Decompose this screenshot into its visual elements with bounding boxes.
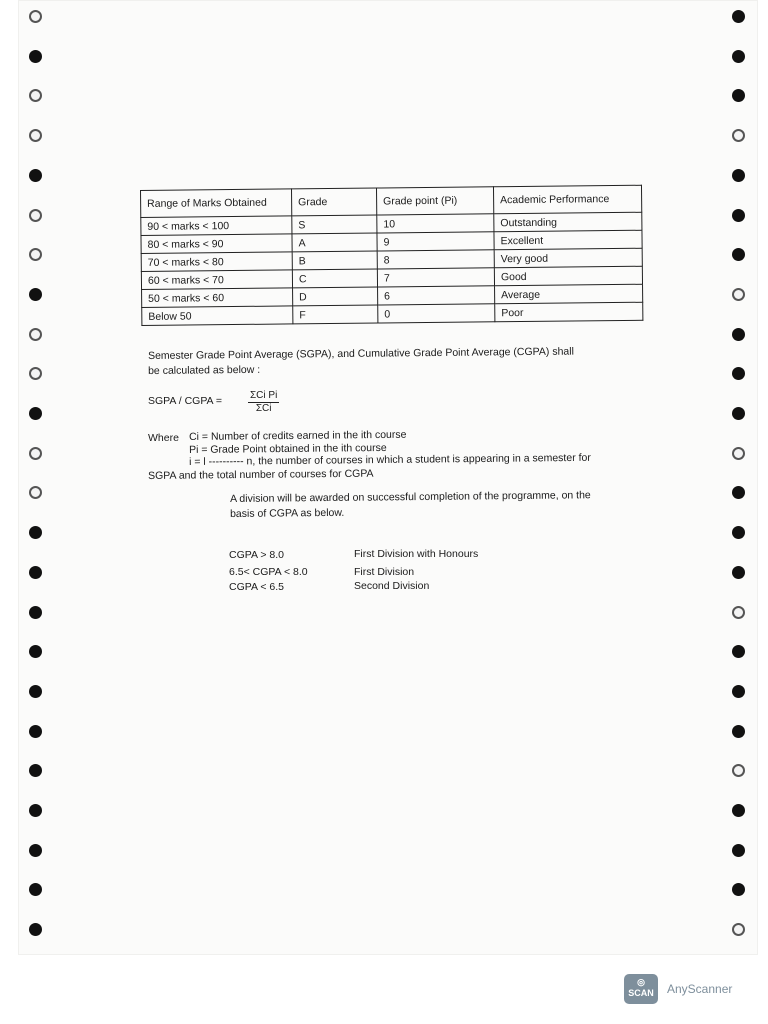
binder-hole xyxy=(732,129,745,142)
cell-grade: D xyxy=(293,287,378,306)
binder-hole xyxy=(732,407,745,420)
binder-hole xyxy=(732,606,745,619)
cell-performance: Average xyxy=(495,284,643,304)
cell-marks-range: 60 < marks < 70 xyxy=(141,270,292,290)
binder-hole xyxy=(29,209,42,222)
binder-hole xyxy=(29,328,42,341)
where-label: Where xyxy=(148,432,179,444)
intro-line-2: be calculated as below : xyxy=(148,363,261,377)
formula-fraction xyxy=(248,390,279,415)
where-i-continued: SGPA and the total number of courses for CGPA xyxy=(148,467,374,482)
scanned-page xyxy=(18,0,758,955)
header-marks-range: Range of Marks Obtained xyxy=(141,189,292,218)
binder-hole xyxy=(732,566,745,579)
binder-hole xyxy=(29,804,42,817)
anyscanner-logo xyxy=(624,974,658,1004)
binder-hole xyxy=(29,685,42,698)
binder-hole xyxy=(732,288,745,301)
cell-grade: F xyxy=(293,305,378,324)
binder-hole xyxy=(732,328,745,341)
cell-grade: A xyxy=(292,233,377,252)
cell-marks-range: 90 < marks < 100 xyxy=(141,216,292,236)
formula-numerator: ΣCi Pi xyxy=(250,390,278,401)
binder-hole xyxy=(732,526,745,539)
cell-grade-point: 6 xyxy=(378,286,495,305)
cell-marks-range: 70 < marks < 80 xyxy=(141,252,292,272)
formula-lhs: SGPA / CGPA = xyxy=(148,395,223,407)
cell-grade-point: 10 xyxy=(377,214,494,233)
division-name: First Division with Honours xyxy=(354,548,479,560)
cell-grade-point: 7 xyxy=(377,268,494,287)
logo-text: SCAN xyxy=(628,988,654,998)
binder-hole xyxy=(732,50,745,63)
cell-marks-range: 50 < marks < 60 xyxy=(142,288,293,308)
binder-hole xyxy=(732,844,745,857)
formula-denominator: ΣCi xyxy=(255,403,272,414)
division-name: First Division xyxy=(354,566,415,578)
cell-grade: B xyxy=(292,251,377,270)
binder-hole xyxy=(29,288,42,301)
binder-hole xyxy=(29,407,42,420)
binder-hole xyxy=(732,10,745,23)
binder-hole xyxy=(732,209,745,222)
binder-hole xyxy=(732,685,745,698)
binder-hole xyxy=(29,566,42,579)
division-intro-line-2: basis of CGPA as below. xyxy=(230,506,345,520)
binder-hole xyxy=(29,447,42,460)
cell-performance: Excellent xyxy=(494,230,642,250)
cell-performance: Outstanding xyxy=(494,212,642,232)
cell-marks-range: Below 50 xyxy=(142,306,293,326)
binder-hole xyxy=(732,169,745,182)
cell-performance: Poor xyxy=(495,302,643,322)
division-intro-line-1: A division will be awarded on successful completion of the programme, on the xyxy=(230,489,591,505)
cell-grade: S xyxy=(292,215,377,234)
header-grade: Grade xyxy=(291,188,376,216)
cell-performance: Good xyxy=(494,266,642,286)
where-ci: Ci = Number of credits earned in the ith course xyxy=(189,428,407,443)
division-range: 6.5< CGPA < 8.0 xyxy=(229,566,308,578)
binder-hole xyxy=(29,923,42,936)
binder-hole xyxy=(29,725,42,738)
binder-hole xyxy=(29,844,42,857)
where-pi: Pi = Grade Point obtained in the ith course xyxy=(189,441,387,456)
binder-hole xyxy=(732,725,745,738)
grading-table xyxy=(140,185,643,326)
cell-grade: C xyxy=(292,269,377,288)
binder-hole xyxy=(29,129,42,142)
binder-hole xyxy=(29,606,42,619)
cell-grade-point: 0 xyxy=(378,304,495,323)
division-range: CGPA < 6.5 xyxy=(229,581,284,593)
binder-hole xyxy=(29,50,42,63)
header-academic-performance: Academic Performance xyxy=(493,185,641,214)
cell-grade-point: 8 xyxy=(377,250,494,269)
binder-hole xyxy=(732,447,745,460)
binder-hole xyxy=(732,804,745,817)
division-range: CGPA > 8.0 xyxy=(229,549,284,561)
header-grade-point: Grade point (Pi) xyxy=(376,187,493,215)
anyscanner-brand: AnyScanner xyxy=(667,982,733,996)
cell-grade-point: 9 xyxy=(377,232,494,251)
binder-hole xyxy=(29,10,42,23)
binder-hole xyxy=(732,923,745,936)
where-i: i = l ---------- n, the number of courses in which a student is appearing in a semester for xyxy=(189,451,591,468)
division-name: Second Division xyxy=(354,580,430,592)
intro-line-1: Semester Grade Point Average (SGPA), and Cumulative Grade Point Average (CGPA) shall xyxy=(148,345,574,362)
binder-hole xyxy=(29,169,42,182)
cell-marks-range: 80 < marks < 90 xyxy=(141,234,292,254)
binder-hole xyxy=(29,526,42,539)
camera-icon: ◎ xyxy=(637,977,645,987)
cell-performance: Very good xyxy=(494,248,642,268)
